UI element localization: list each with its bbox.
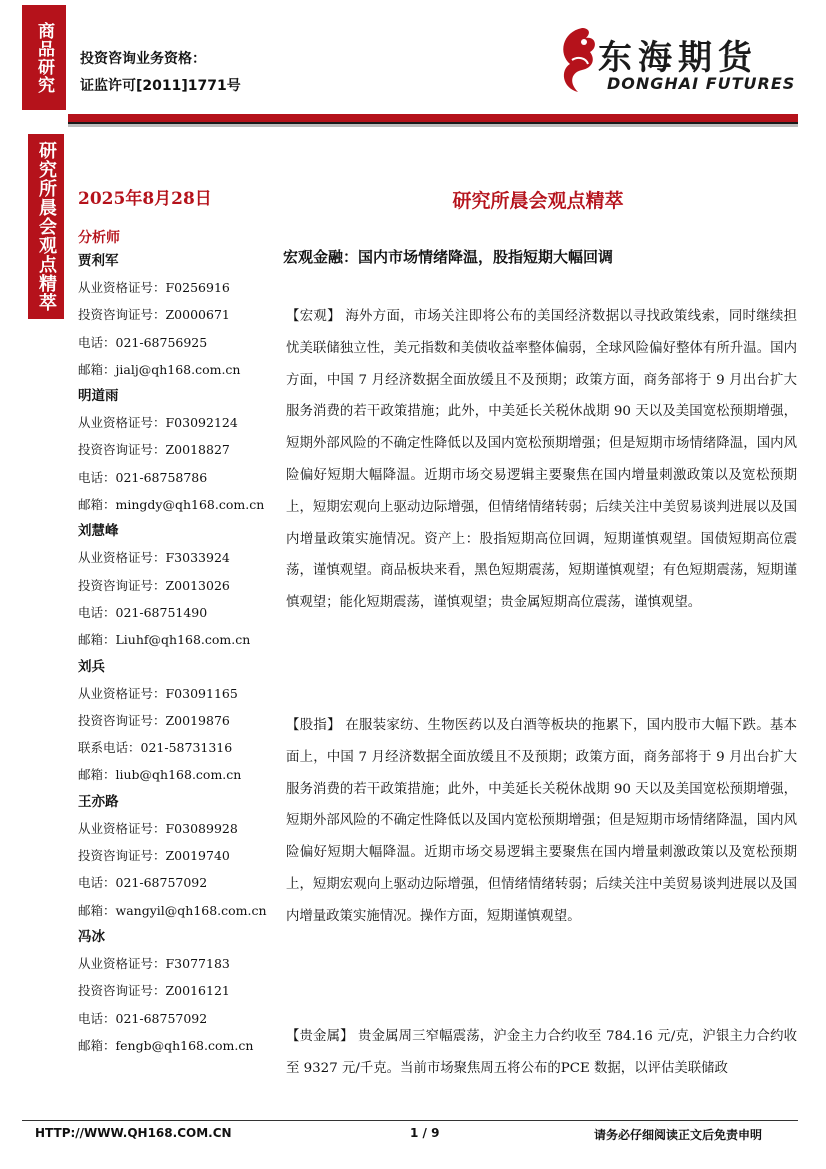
analyst-email[interactable]: 邮箱：fengb@qh168.com.cn	[78, 1037, 254, 1053]
report-date: 2025年8月28日	[78, 189, 212, 209]
analyst-label: 分析师	[78, 230, 120, 246]
report-category-tab: 商品研究	[22, 5, 66, 110]
paragraph-precious-metals	[286, 1021, 797, 1085]
qualification-line-1: 投资咨询业务资格：	[80, 51, 206, 67]
analyst-consult-license: 投资咨询证号：Z0019876	[78, 712, 230, 728]
analyst-license: 从业资格证号：F03092124	[78, 415, 238, 431]
analyst-phone: 联系电话：021-58731316	[78, 740, 233, 756]
analyst-phone: 电话：021-68757092	[78, 875, 208, 891]
analyst-consult-license: 投资咨询证号：Z0019740	[78, 848, 230, 864]
analyst-email[interactable]: 邮箱：mingdy@qh168.com.cn	[78, 497, 265, 513]
footer-disclaimer: 请务必仔细阅读正文后免责申明	[594, 1128, 763, 1142]
analyst-email[interactable]: 邮箱：jialj@qh168.com.cn	[78, 361, 241, 377]
analyst-license: 从业资格证号：F0256916	[78, 280, 230, 295]
analyst-block	[78, 248, 267, 383]
paragraph-stock-index	[286, 710, 797, 933]
paragraph-text: 海外方面，市场关注即将公布的美国经济数据以寻找政策线索，同时继续担忧美联储独立性，美元指数和美债收益率整体偏弱，全球风险偏好整体有所升温。国内方面，中国 7 月经济数据全面放缓且不及预期；政策方面，商务部将于 9 月出台扩大服务消费的若干政策措施；此外，中美延长关税休战期 90 天以及美国宽松预期增强，短期外部风险的不确定性降低以及国内宽松预期增强；但是短期市场情绪降温，国内风险偏好短期大幅降温。近期市场交易逻辑主要聚焦在国内增量刺激政策以及宽松预期上，短期宏观向上驱动边际增强，但情绪情绪转弱；后续关注中美贸易谈判进展以及国内增量政策实施情况。资产上：股指短期高位回调，短期谨慎观望。国债短期高位震荡，谨慎观望。商品板块来看，黑色短期震荡，短期谨慎观望；有色短期震荡，短期谨慎观望；能化短期震荡，谨慎观望；贵金属短期高位震荡，谨慎观望。	[286, 309, 798, 611]
paragraph-macro	[286, 301, 797, 619]
analyst-license: 从业资格证号：F3033924	[78, 550, 230, 566]
analyst-name: 贾利军	[78, 253, 119, 269]
paragraph-tag: 【股指】	[286, 718, 341, 733]
analyst-name: 刘慧峰	[78, 523, 119, 540]
paragraph-tag: 【贵金属】	[286, 1029, 354, 1044]
analyst-consult-license: 投资咨询证号：Z0018827	[78, 442, 230, 458]
analyst-email[interactable]: 邮箱：Liuhf@qh168.com.cn	[78, 632, 251, 648]
analyst-name: 王亦路	[78, 793, 119, 810]
analyst-name: 明道雨	[78, 388, 119, 405]
analyst-phone: 电话：021-68751490	[78, 604, 208, 620]
analyst-phone: 电话：021-68756925	[78, 334, 208, 350]
company-logo-cn: 东海期货	[598, 38, 758, 78]
section-subtitle: 宏观金融：国内市场情绪降温，股指短期大幅回调	[283, 248, 614, 266]
analyst-consult-license: 投资咨询证号：Z0013026	[78, 577, 230, 593]
dragon-logo-icon	[552, 20, 602, 100]
page-number: 1 / 9	[410, 1126, 440, 1140]
analyst-list	[78, 248, 267, 1059]
analyst-email[interactable]: 邮箱：wangyil@qh168.com.cn	[78, 902, 267, 918]
paragraph-text: 贵金属周三窄幅震荡，沪金主力合约收至 784.16 元/克，沪银主力合约收至 9327 元/千克。当前市场聚焦周五将公布的PCE 数据，以评估美联储政	[286, 1029, 797, 1076]
analyst-name: 冯冰	[78, 928, 105, 945]
analyst-phone: 电话：021-68758786	[78, 469, 208, 485]
paragraph-tag: 【宏观】	[286, 309, 341, 324]
paragraph-text: 在服装家纺、生物医药以及白酒等板块的拖累下，国内股市大幅下跌。基本面上，中国 7 月经济数据全面放缓且不及预期；政策方面，商务部将于 9 月出台扩大服务消费的若干政策措施；此外，中美延长关税休战期 90 天以及美国宽松预期增强，短期外部风险的不确定性降低以及国内宽松预期增强；但是短期市场情绪降温，国内风险偏好短期大幅降温。近期市场交易逻辑主要聚焦在国内增量刺激政策以及宽松预期上，短期宏观向上驱动边际增强，但情绪情绪转弱；后续关注中美贸易谈判进展以及国内增量政策实施情况。操作方面，短期谨慎观望。	[286, 718, 798, 924]
header-grey-strip	[68, 124, 798, 127]
qualification-line-2: 证监许可[2011]1771号	[80, 78, 241, 94]
analyst-consult-license: 投资咨询证号：Z0000671	[78, 307, 230, 323]
analyst-block	[78, 789, 267, 924]
analyst-block	[78, 383, 267, 518]
analyst-block	[78, 924, 267, 1059]
header-red-bar	[68, 114, 798, 122]
footer-website-link[interactable]: HTTP://WWW.QH168.COM.CN	[35, 1126, 232, 1140]
company-logo-en: DONGHAI FUTURES	[607, 74, 796, 93]
footer-divider	[22, 1120, 798, 1121]
analyst-consult-license: 投资咨询证号：Z0016121	[78, 983, 230, 999]
analyst-license: 从业资格证号：F03089928	[78, 820, 238, 836]
analyst-license: 从业资格证号：F3077183	[78, 955, 230, 971]
analyst-license: 从业资格证号：F03091165	[78, 685, 238, 701]
report-type-side-tab: 研究所晨会观点精萃	[28, 134, 64, 319]
analyst-block	[78, 518, 267, 653]
analyst-block	[78, 654, 267, 789]
analyst-phone: 电话：021-68757092	[78, 1010, 208, 1026]
analyst-name: 刘兵	[78, 658, 105, 675]
analyst-email[interactable]: 邮箱：liub@qh168.com.cn	[78, 767, 242, 783]
page-title: 研究所晨会观点精萃	[452, 190, 624, 212]
